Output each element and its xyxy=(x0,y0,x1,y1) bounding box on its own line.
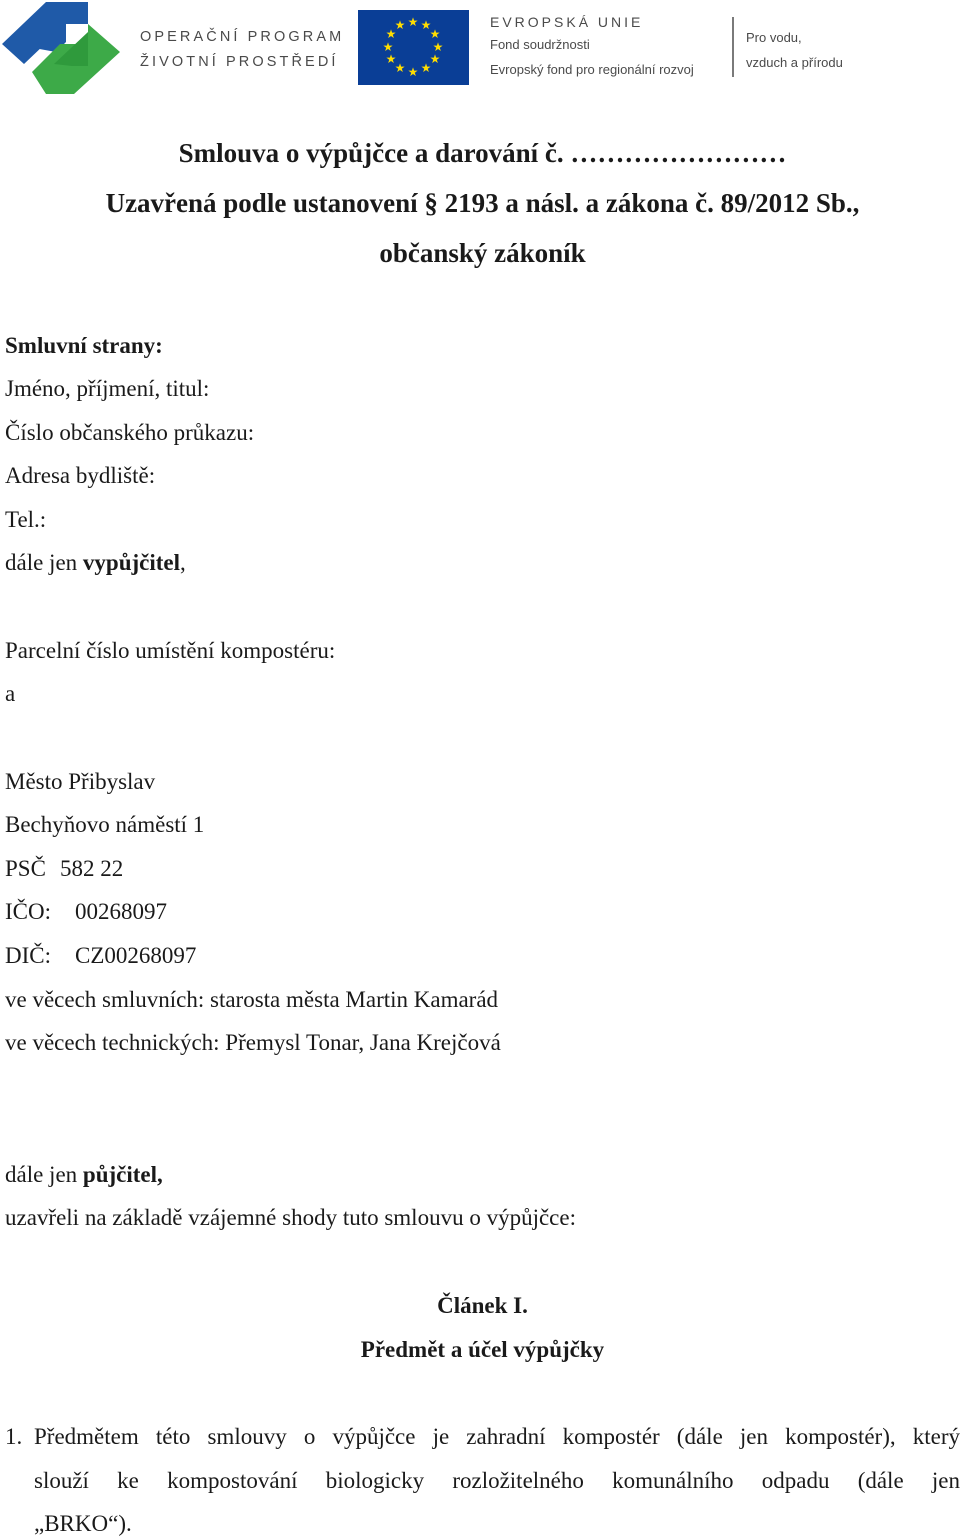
opzp-line2: ŽIVOTNÍ PROSTŘEDÍ xyxy=(140,54,339,70)
lender-psc xyxy=(5,854,123,884)
eu-logo-text xyxy=(490,12,694,82)
lender-definition xyxy=(5,1160,163,1190)
psc-value: 582 22 xyxy=(59,856,124,881)
slogan-line2: vzduch a přírodu xyxy=(746,55,843,70)
dic-label: DIČ: xyxy=(5,943,51,968)
ico-value: 00268097 xyxy=(75,899,167,924)
eu-fund-regional: Evropský fond pro regionální rozvoj xyxy=(490,62,694,77)
lender-ico xyxy=(5,897,167,927)
contract-matters: ve věcech smluvních: starosta města Martin Kamarád xyxy=(5,987,499,1012)
field-name: Jméno, příjmení, titul: xyxy=(5,376,210,401)
lender-prefix: dále jen xyxy=(5,1162,83,1187)
svg-text:★: ★ xyxy=(432,40,444,54)
header-logos xyxy=(0,0,960,110)
paragraph-line3: „BRKO“). xyxy=(34,1511,132,1536)
svg-text:★: ★ xyxy=(382,40,394,54)
paragraph-line2: slouží ke kompostování biologicky rozložitelného komunálního odpadu (dále jen xyxy=(34,1468,960,1493)
eu-fund-cohesion: Fond soudržnosti xyxy=(490,37,590,52)
field-address: Adresa bydliště: xyxy=(5,463,156,488)
lender-dic xyxy=(5,941,196,971)
slogan xyxy=(746,25,843,75)
svg-text:★: ★ xyxy=(385,27,397,41)
article-number: Článek I. xyxy=(437,1293,528,1318)
agreement-statement: uzavřeli na základě vzájemné shody tuto smlouvu o výpůjčce: xyxy=(5,1205,576,1230)
opzp-logo-icon xyxy=(2,2,120,94)
svg-text:★: ★ xyxy=(394,61,406,75)
svg-text:★: ★ xyxy=(394,18,406,32)
conjunction-and: a xyxy=(5,681,16,706)
dic-value: CZ00268097 xyxy=(75,943,197,968)
lender-name: Město Přibyslav xyxy=(5,769,156,794)
svg-text:★: ★ xyxy=(407,15,419,29)
opzp-line1: OPERAČNÍ PROGRAM xyxy=(140,29,345,45)
svg-text:★: ★ xyxy=(420,61,432,75)
paragraph-number: 1. xyxy=(5,1424,23,1449)
svg-text:★: ★ xyxy=(429,27,441,41)
eu-title: EVROPSKÁ UNIE xyxy=(490,14,644,30)
svg-text:★: ★ xyxy=(385,52,397,66)
borrower-definition xyxy=(5,548,186,578)
title-line2: Uzavřená podle ustanovení § 2193 a násl. a zákona č. 89/2012 Sb., xyxy=(105,188,860,218)
svg-text:★: ★ xyxy=(429,52,441,66)
borrower-term: vypůjčitel xyxy=(82,550,181,575)
ico-label: IČO: xyxy=(5,899,51,924)
parties-heading: Smluvní strany: xyxy=(5,333,163,358)
lender-term: půjčitel, xyxy=(82,1162,163,1187)
psc-label: PSČ xyxy=(5,856,46,881)
lender-street: Bechyňovo náměstí 1 xyxy=(5,812,205,837)
paragraph-line1: Předmětem této smlouvy o výpůjčce je zahradní kompostér (dále jen kompostér), který xyxy=(34,1424,960,1449)
parcel-number-field: Parcelní číslo umístění kompostéru: xyxy=(5,638,336,663)
article-title: Předmět a účel výpůjčky xyxy=(360,1337,605,1362)
svg-text:★: ★ xyxy=(407,65,419,79)
svg-text:★: ★ xyxy=(420,18,432,32)
field-phone: Tel.: xyxy=(5,507,47,532)
borrower-prefix: dále jen xyxy=(5,550,83,575)
header-divider xyxy=(732,17,734,77)
technical-matters: ve věcech technických: Přemysl Tonar, Jana Krejčová xyxy=(5,1030,501,1055)
title-line3: občanský zákoník xyxy=(379,238,586,268)
eu-flag-icon xyxy=(358,10,469,85)
field-id-card: Číslo občanského průkazu: xyxy=(5,420,255,445)
slogan-line1: Pro vodu, xyxy=(746,30,802,45)
opzp-logo-text xyxy=(140,25,344,75)
borrower-suffix: , xyxy=(180,550,186,575)
title-line1: Smlouva o výpůjčce a darování č. …………………… xyxy=(178,138,787,168)
